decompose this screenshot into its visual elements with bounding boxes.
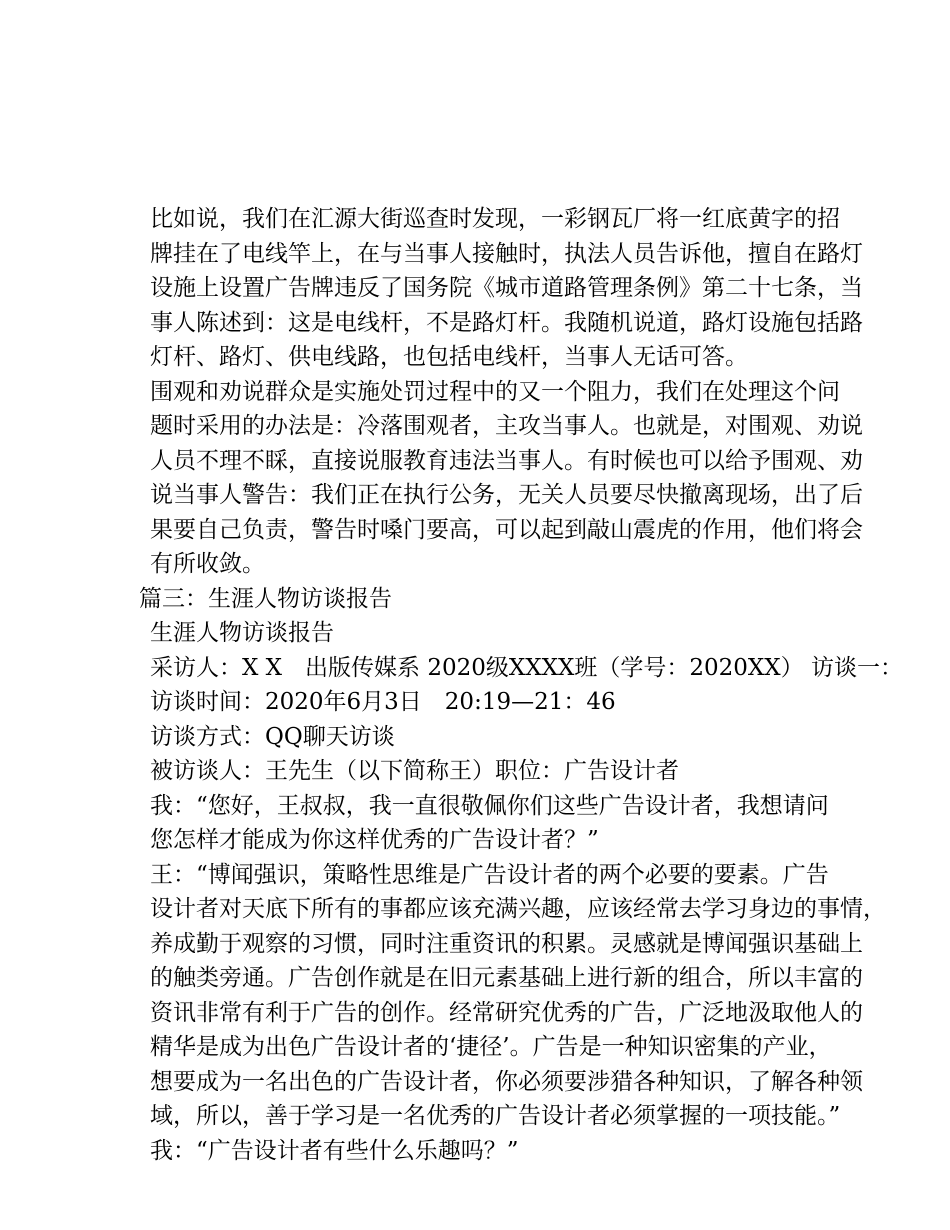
text-line: 围观和劝说群众是实施处罚过程中的又一个阻力，我们在处理这个问 xyxy=(150,378,840,405)
text-line: 想要成为一名出色的广告设计者，你必须要涉猎各种知识，了解各种领 xyxy=(150,1068,863,1095)
paragraph-street-sign-case xyxy=(139,202,863,375)
report-title xyxy=(139,616,829,651)
question-2 xyxy=(139,1134,829,1169)
text-line: 牌挂在了电线竿上，在与当事人接触时，执法人员告诉他，擅自在路灯 xyxy=(150,240,863,267)
text-line: 访谈方式：QQ聊天访谈 xyxy=(150,723,395,750)
text-line: 说当事人警告：我们正在执行公务，无关人员要尽快撤离现场，出了后 xyxy=(150,482,863,508)
text-line: 事人陈述到：这是电线杆，不是路灯杆。我随机说道，路灯设施包括路 xyxy=(150,309,863,336)
text-line: 生涯人物访谈报告 xyxy=(150,620,334,646)
text-line: 设施上设置广告牌违反了国务院《城市道路管理条例》第二十七条，当 xyxy=(150,275,863,301)
interview-time xyxy=(139,685,829,720)
text-line: 采访人：X X 出版传媒系 2020级XXXX班（学号：2020XX） 访谈一： xyxy=(150,654,903,681)
paragraph-onlookers xyxy=(139,375,863,582)
interviewee-info xyxy=(139,754,829,789)
text-line: 人员不理不睬，直接说服教育违法当事人。有时候也可以给予围观、劝 xyxy=(150,447,863,474)
text-line: 您怎样才能成为你这样优秀的广告设计者？” xyxy=(150,827,599,853)
text-line: 有所收敛。 xyxy=(150,551,265,577)
text-line: 资讯非常有利于广告的创作。经常研究优秀的广告，广泛地汲取他人的 xyxy=(150,999,863,1026)
document-body xyxy=(139,202,903,1168)
interview-method xyxy=(139,720,829,755)
text-line: 我：“广告设计者有些什么乐趣吗？” xyxy=(150,1137,519,1164)
text-line: 果要自己负责，警告时嗓门要高，可以起到敲山震虎的作用，他们将会 xyxy=(150,516,863,543)
text-line: 篇三：生涯人物访谈报告 xyxy=(139,585,392,612)
text-line: 灯杆、路灯、供电线路，也包括电线杆，当事人无话可答。 xyxy=(150,344,748,370)
text-line: 王：“博闻强识，策略性思维是广告设计者的两个必要的要素。广告 xyxy=(150,861,829,888)
text-line: 题时采用的办法是：冷落围观者，主攻当事人。也就是，对围观、劝说 xyxy=(150,413,863,439)
interviewer-info xyxy=(139,651,903,686)
text-line: 比如说，我们在汇源大街巡查时发现，一彩钢瓦厂将一红底黄字的招 xyxy=(150,206,840,232)
text-line: 访谈时间：2020年6月3日 20:19—21：46 xyxy=(150,689,616,715)
text-line: 域，所以，善于学习是一名优秀的广告设计者必须掌握的一项技能。” xyxy=(150,1103,841,1129)
text-line: 被访谈人：王先生（以下简称王）职位：广告设计者 xyxy=(150,758,679,784)
text-line: 养成勤于观察的习惯，同时注重资讯的积累。灵感就是博闻强识基础上 xyxy=(150,930,863,957)
text-line: 精华是成为出色广告设计者的‘捷径’。广告是一种知识密集的产业， xyxy=(150,1034,832,1060)
text-line: 的触类旁通。广告创作就是在旧元素基础上进行新的组合，所以丰富的 xyxy=(150,965,863,991)
question-1 xyxy=(139,789,829,858)
section-heading xyxy=(139,582,829,617)
answer-1 xyxy=(139,858,886,1134)
text-line: 设计者对天底下所有的事都应该充满兴趣，应该经常去学习身边的事情， xyxy=(150,896,886,922)
text-line: 我：“您好，王叔叔，我一直很敬佩你们这些广告设计者，我想请问 xyxy=(150,792,829,819)
